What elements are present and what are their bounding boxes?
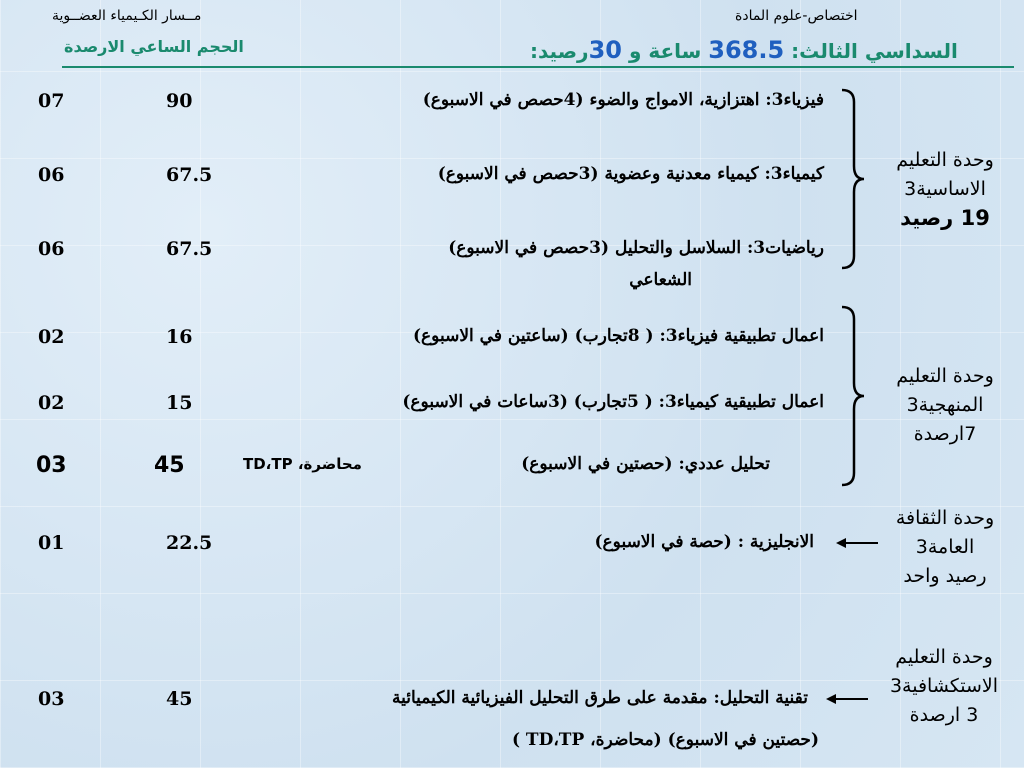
header-underline <box>62 66 1014 68</box>
subject-physics3: فيزياء3: اهتزازية، الامواج والضوء (4حصص في الاسبوع) <box>422 90 824 110</box>
semester-mid: ساعة و <box>628 39 702 63</box>
volume-label: الحجم الساعي الارصدة <box>64 37 244 56</box>
hours-value: 45 <box>154 453 185 478</box>
credit-code: 06 <box>38 238 65 260</box>
unit-discovery-line3: 3 ارصدة <box>909 704 979 726</box>
unit-general-line2: العامة3 <box>915 536 975 558</box>
credit-code: 03 <box>36 453 67 478</box>
arrow-left-icon <box>826 692 870 706</box>
unit-method-line1: وحدة التعليم <box>896 365 994 387</box>
unit-method <box>870 362 1020 449</box>
credit-code: 02 <box>38 392 65 414</box>
hours-value: 15 <box>166 392 193 414</box>
brace-basic <box>838 88 868 270</box>
credit-code: 07 <box>38 90 65 112</box>
hours-value: 67.5 <box>166 238 213 260</box>
hours-value: 22.5 <box>166 532 213 554</box>
subject-math3-line2: الشعاعي <box>629 270 692 290</box>
unit-general-line1: وحدة الثقافة <box>895 507 995 529</box>
brace-method <box>838 305 868 487</box>
subject-english: الانجليزية : (حصة في الاسبوع) <box>594 532 814 552</box>
hours-value: 90 <box>166 90 193 112</box>
semester-credits: 30 <box>588 36 622 64</box>
unit-discovery-line1: وحدة التعليم <box>895 646 993 668</box>
credit-code: 06 <box>38 164 65 186</box>
unit-method-line3: 7ارصدة <box>913 423 977 445</box>
unit-basic <box>870 146 1020 233</box>
hours-value: 16 <box>166 326 193 348</box>
semester-title <box>530 36 958 64</box>
unit-general <box>868 504 1022 591</box>
unit-basic-line1: وحدة التعليم <box>896 149 994 171</box>
unit-method-line2: المنهجية3 <box>906 394 984 416</box>
path-label: مــسار الكـيمياء العضــوية <box>52 8 202 24</box>
subject-chemistry3: كيمياء3: كيمياء معدنية وعضوية (3حصص في الاسبوع) <box>437 164 824 184</box>
credit-code: 01 <box>38 532 65 554</box>
unit-discovery-line2: الاستكشافية3 <box>889 675 999 697</box>
semester-prefix: السداسي الثالث: <box>791 39 958 63</box>
unit-basic-line2: الاساسية3 <box>904 178 986 200</box>
unit-discovery <box>866 643 1022 730</box>
subject-tp-physics3: اعمال تطبيقية فيزياء3: ( 8تجارب) (ساعتين في الاسبوع) <box>412 326 824 346</box>
subject-analysis-technique-line2: (حصتين في الاسبوع) (محاضرة، TD،TP ) <box>511 730 819 750</box>
subject-numerical-analysis: تحليل عددي: (حصتين في الاسبوع) <box>521 454 770 474</box>
semester-hours: 368.5 <box>708 36 785 64</box>
hours-value: 45 <box>166 688 193 710</box>
hours-value: 67.5 <box>166 164 213 186</box>
specialty-label: اختصاص-علوم المادة <box>735 8 858 24</box>
semester-suffix: رصيد: <box>530 39 589 63</box>
numerical-analysis-format: محاضرة، TD،TP <box>243 455 362 473</box>
subject-analysis-technique: تقنية التحليل: مقدمة على طرق التحليل الفيزيائية الكيميائية <box>391 688 808 708</box>
credit-code: 03 <box>38 688 65 710</box>
credit-code: 02 <box>38 326 65 348</box>
subject-math3: رياضيات3: السلاسل والتحليل (3حصص في الاسبوع) <box>448 238 824 258</box>
subject-tp-chemistry3: اعمال تطبيقية كيمياء3: ( 5تجارب) (3ساعات في الاسبوع) <box>402 392 824 412</box>
unit-basic-line3: 19 رصيد <box>900 206 990 230</box>
unit-general-line3: رصيد واحد <box>903 565 987 587</box>
